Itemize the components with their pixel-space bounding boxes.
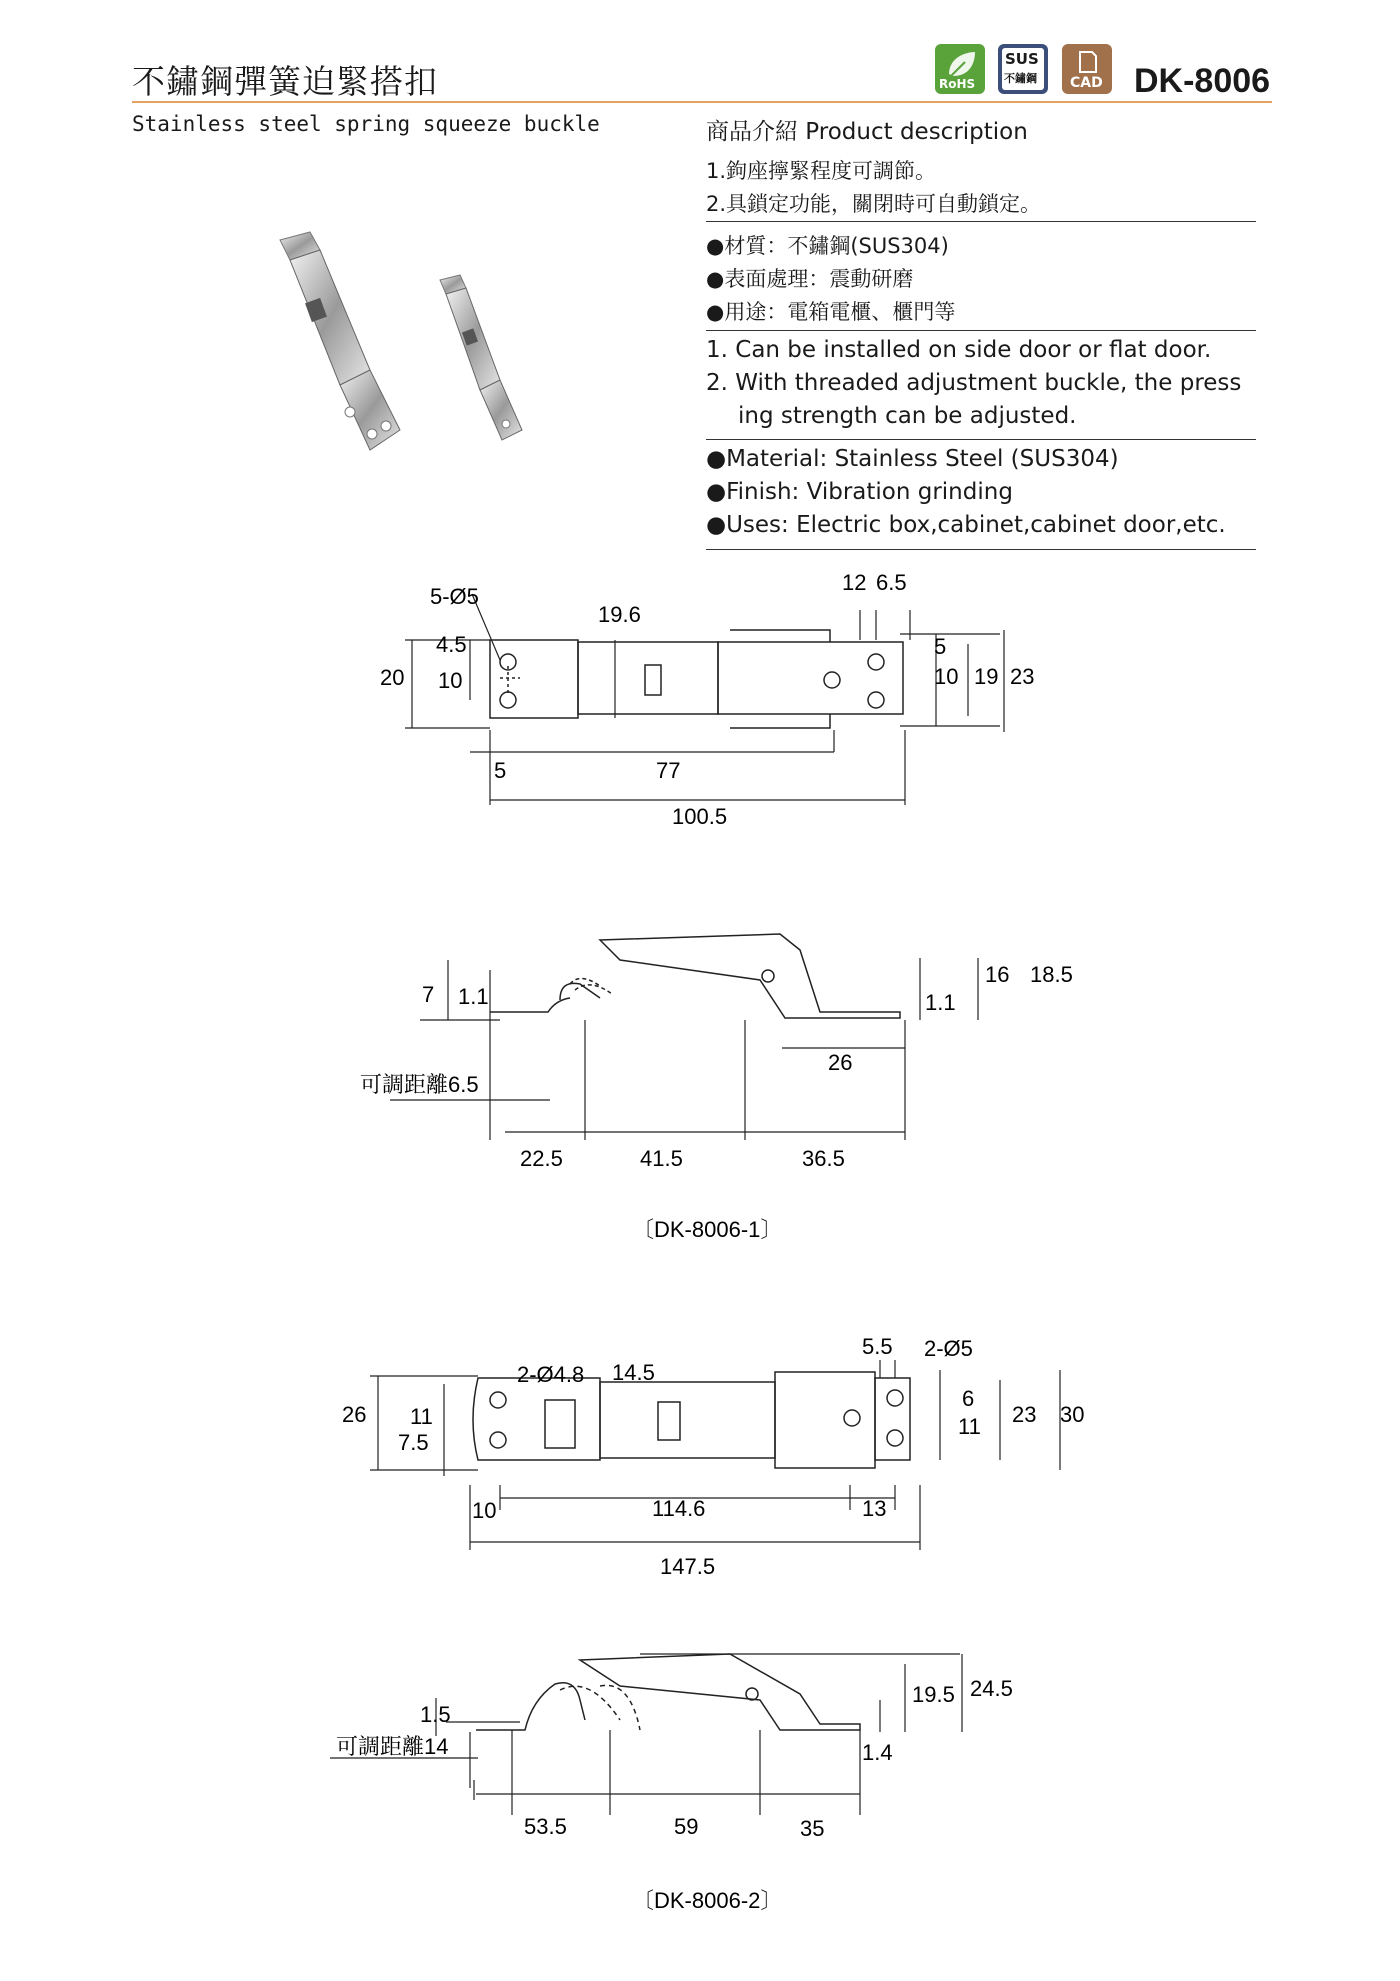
zh-spec-material: ●材質：不鏽鋼(SUS304) xyxy=(706,234,949,258)
large-buckle xyxy=(280,232,400,450)
en-feature-1: 1. Can be installed on side door or flat door. xyxy=(706,337,1212,363)
en-feature-2-cont: ing strength can be adjusted. xyxy=(738,403,1077,429)
dim-16: 16 xyxy=(985,962,1010,987)
drawing-2-top-view xyxy=(0,1310,1400,1610)
divider xyxy=(706,549,1256,550)
dim-18-5: 18.5 xyxy=(1030,962,1073,987)
divider xyxy=(706,439,1256,440)
dim-11: 11 xyxy=(410,1404,433,1429)
drawing-1-top-view xyxy=(0,570,1400,830)
dim-6-5: 6.5 xyxy=(876,570,907,595)
dim-7: 7 xyxy=(422,982,435,1007)
dim-59: 59 xyxy=(674,1814,699,1839)
dim-1-1: 1.1 xyxy=(458,984,489,1009)
dim-holes-left: 2-Ø4.8 xyxy=(517,1362,585,1387)
sus-label: SUS xyxy=(1005,50,1039,68)
dim-14-5: 14.5 xyxy=(612,1360,655,1385)
dim-6: 6 xyxy=(962,1386,975,1411)
dim-23: 23 xyxy=(1012,1402,1037,1427)
dim-41-5: 41.5 xyxy=(640,1146,683,1171)
dim-5-5: 5.5 xyxy=(862,1334,893,1359)
dim-114-6: 114.6 xyxy=(652,1496,706,1521)
dim-53-5: 53.5 xyxy=(524,1814,567,1839)
dim-26: 26 xyxy=(342,1402,367,1427)
dim-1-5: 1.5 xyxy=(420,1702,451,1727)
model-number: DK-8006 xyxy=(1134,62,1271,100)
dim-23: 23 xyxy=(1010,664,1035,689)
dim-10r: 10 xyxy=(934,664,959,689)
dim-7-5: 7.5 xyxy=(398,1430,429,1455)
title-underline xyxy=(132,101,1272,103)
dim-5r: 5 xyxy=(934,634,947,659)
dim-13: 13 xyxy=(862,1496,887,1521)
caption-1: 〔DK-8006-1〕 xyxy=(632,1217,783,1242)
dim-19-5: 19.5 xyxy=(912,1682,955,1707)
dim-147-5: 147.5 xyxy=(660,1554,716,1579)
dim-36-5: 36.5 xyxy=(802,1146,845,1171)
cad-label: CAD xyxy=(1070,75,1103,91)
dim-24-5: 24.5 xyxy=(970,1676,1013,1701)
zh-spec-finish: ●表面處理：震動研磨 xyxy=(706,267,914,291)
en-feature-2: 2. With threaded adjustment buckle, the press xyxy=(706,370,1242,396)
dim-5: 5 xyxy=(494,758,507,783)
dim-12: 12 xyxy=(842,570,867,595)
zh-feature-2: 2.具鎖定功能，關閉時可自動鎖定。 xyxy=(706,192,1042,216)
dim-11r: 11 xyxy=(958,1414,981,1439)
dim-19: 19 xyxy=(974,664,999,689)
dim-35: 35 xyxy=(800,1816,825,1841)
caption-2: 〔DK-8006-2〕 xyxy=(632,1888,783,1913)
dim-4-5: 4.5 xyxy=(436,632,467,657)
en-spec-uses: ●Uses: Electric box,cabinet,cabinet door,etc. xyxy=(706,512,1226,538)
adjust-distance: 可調距離6.5 xyxy=(360,1072,479,1097)
drawing-2-side-view xyxy=(0,1640,1400,1970)
small-buckle xyxy=(440,275,522,440)
dim-19-6: 19.6 xyxy=(598,602,641,627)
cad-badge xyxy=(1062,44,1112,94)
rohs-badge xyxy=(935,44,985,94)
drawing-1-side-view xyxy=(0,920,1400,1260)
dim-holes-right: 2-Ø5 xyxy=(924,1336,973,1361)
en-spec-material: ●Material: Stainless Steel (SUS304) xyxy=(706,446,1119,472)
dim-20: 20 xyxy=(380,665,405,690)
adjust-distance: 可調距離14 xyxy=(336,1734,449,1759)
dim-1-1r: 1.1 xyxy=(925,990,956,1015)
dim-30: 30 xyxy=(1060,1402,1085,1427)
page-title: 不鏽鋼彈簧迫緊搭扣 xyxy=(132,62,438,101)
zh-feature-1: 1.鉤座擰緊程度可調節。 xyxy=(706,159,937,183)
dim-100-5: 100.5 xyxy=(672,804,728,829)
en-spec-finish: ●Finish: Vibration grinding xyxy=(706,479,1013,505)
divider xyxy=(706,330,1256,331)
dim-26: 26 xyxy=(828,1050,853,1075)
product-photo xyxy=(260,220,570,480)
dim-22-5: 22.5 xyxy=(520,1146,563,1171)
description-heading: 商品介紹 Product description xyxy=(706,119,1028,145)
dim-10: 10 xyxy=(472,1498,497,1523)
page-subtitle: Stainless steel spring squeeze buckle xyxy=(132,112,600,136)
divider xyxy=(706,221,1256,222)
rohs-label: RoHS xyxy=(939,77,976,91)
dim-77: 77 xyxy=(656,758,681,783)
dim-1-4: 1.4 xyxy=(862,1740,893,1765)
dim-holes: 5-Ø5 xyxy=(430,584,479,609)
dim-10: 10 xyxy=(438,668,463,693)
sus-sub-label: 不鏽鋼 xyxy=(1004,72,1037,85)
zh-spec-uses: ●用途：電箱電櫃、櫃門等 xyxy=(706,300,956,324)
sus-badge xyxy=(998,44,1048,94)
